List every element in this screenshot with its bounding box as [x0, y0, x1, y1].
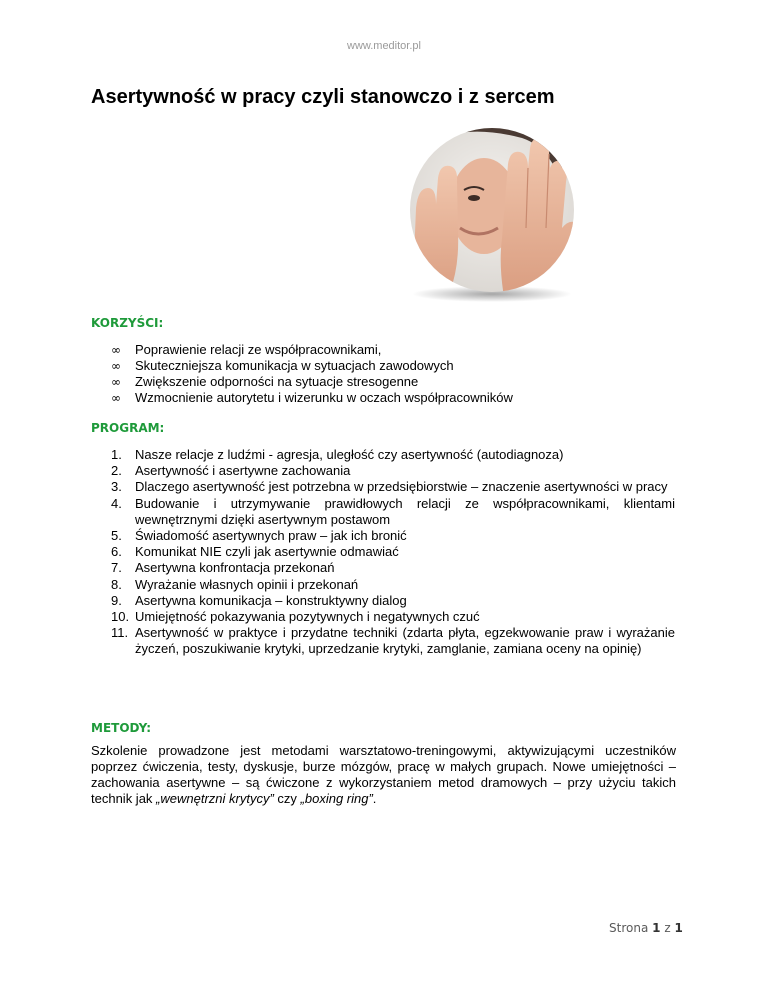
item-number: 11. [111, 625, 129, 641]
methods-heading: METODY: [91, 721, 152, 735]
item-number: 2. [111, 463, 122, 479]
header-url: www.meditor.pl [347, 40, 421, 52]
list-item [111, 358, 513, 374]
list-item [111, 609, 675, 625]
technique-name: „boxing ring” [300, 791, 373, 806]
program-item-text: Dlaczego asertywność jest potrzebna w przedsiębiorstwie – znaczenie asertywności w pracy [135, 479, 668, 495]
infinity-bullet-icon: ∞ [111, 343, 121, 357]
list-item [111, 593, 675, 609]
total-pages: 1 [674, 921, 683, 935]
methods-text: czy [273, 791, 301, 806]
program-item-text: Asertywność i asertywne zachowania [135, 463, 351, 479]
list-item [111, 528, 675, 544]
item-number: 7. [111, 560, 122, 576]
program-item-text: Budowanie i utrzymywanie prawidłowych relacji ze współpracownikami, klientami wewnętrznymi dzięki asertywnym postawom [135, 495, 675, 527]
infinity-bullet-icon: ∞ [111, 391, 121, 405]
program-item-text: Asertywna konfrontacja przekonań [135, 560, 335, 576]
item-number: 10. [111, 609, 130, 625]
hands-stop-photo [402, 128, 582, 304]
program-item-text: Wyrażanie własnych opinii i przekonań [135, 576, 359, 592]
list-item [111, 577, 675, 593]
list-item [111, 544, 675, 560]
item-number: 5. [111, 528, 122, 544]
list-item [111, 463, 675, 479]
program-item-text: Asertywna komunikacja – konstruktywny dialog [135, 592, 407, 608]
page-of: z [664, 921, 671, 935]
list-item [111, 560, 675, 576]
list-item [111, 374, 513, 390]
item-number: 6. [111, 544, 122, 560]
item-number: 4. [111, 495, 122, 511]
infinity-bullet-icon: ∞ [111, 359, 121, 373]
page-number [609, 921, 683, 935]
benefits-list [111, 342, 513, 406]
methods-text: . [372, 791, 377, 806]
list-item [111, 625, 675, 657]
list-item [111, 342, 513, 358]
benefits-heading: KORZYŚCI: [91, 316, 164, 330]
methods-paragraph [91, 743, 676, 807]
program-item-text: Nasze relacje z ludźmi - agresja, uległość czy asertywność (autodiagnoza) [135, 447, 564, 462]
methods-text: Szkolenie prowadzone jest metodami warsztatowo-treningowymi, aktywizującymi uczestników poprzez ćwiczenia, testy, dyskusje, burze mózgów, pracę w małych grupach. Nowe umiejętności – zachowania asertywne – są ćwiczone z wykorzystaniem metod dramowych – przy użyciu takich technik jak [91, 743, 676, 806]
item-number: 9. [111, 592, 122, 608]
list-item [111, 447, 675, 463]
list-item [111, 479, 675, 495]
benefit-text: Zwiększenie odporności na sytuacje stresogenne [135, 374, 419, 389]
page-label: Strona [609, 921, 649, 935]
benefit-text: Wzmocnienie autorytetu i wizerunku w oczach współpracowników [135, 390, 513, 405]
document-title: Asertywność w pracy czyli stanowczo i z sercem [91, 86, 555, 108]
program-item-text: Świadomość asertywnych praw – jak ich bronić [135, 528, 407, 544]
benefit-text: Poprawienie relacji ze współpracownikami, [135, 342, 382, 357]
program-item-text: Asertywność w praktyce i przydatne techniki (zdarta płyta, egzekwowanie praw i wyrażanie życzeń, poszukiwanie krytyki, uprzedzanie krytyki, zamglanie, zamiana oceny na opinię) [135, 625, 675, 657]
item-number: 3. [111, 479, 122, 495]
item-number: 1. [111, 447, 122, 462]
program-item-text: Komunikat NIE czyli jak asertywnie odmawiać [135, 544, 399, 560]
benefit-text: Skuteczniejsza komunikacja w sytuacjach zawodowych [135, 358, 454, 373]
program-item-text: Umiejętność pokazywania pozytywnych i negatywnych czuć [135, 609, 480, 625]
current-page: 1 [652, 921, 661, 935]
list-item [111, 496, 675, 528]
item-number: 8. [111, 576, 122, 592]
program-heading: PROGRAM: [91, 421, 165, 435]
infinity-bullet-icon: ∞ [111, 375, 121, 389]
list-item [111, 390, 513, 406]
program-list [111, 447, 675, 658]
technique-name: „wewnętrzni krytycy” [156, 791, 274, 806]
